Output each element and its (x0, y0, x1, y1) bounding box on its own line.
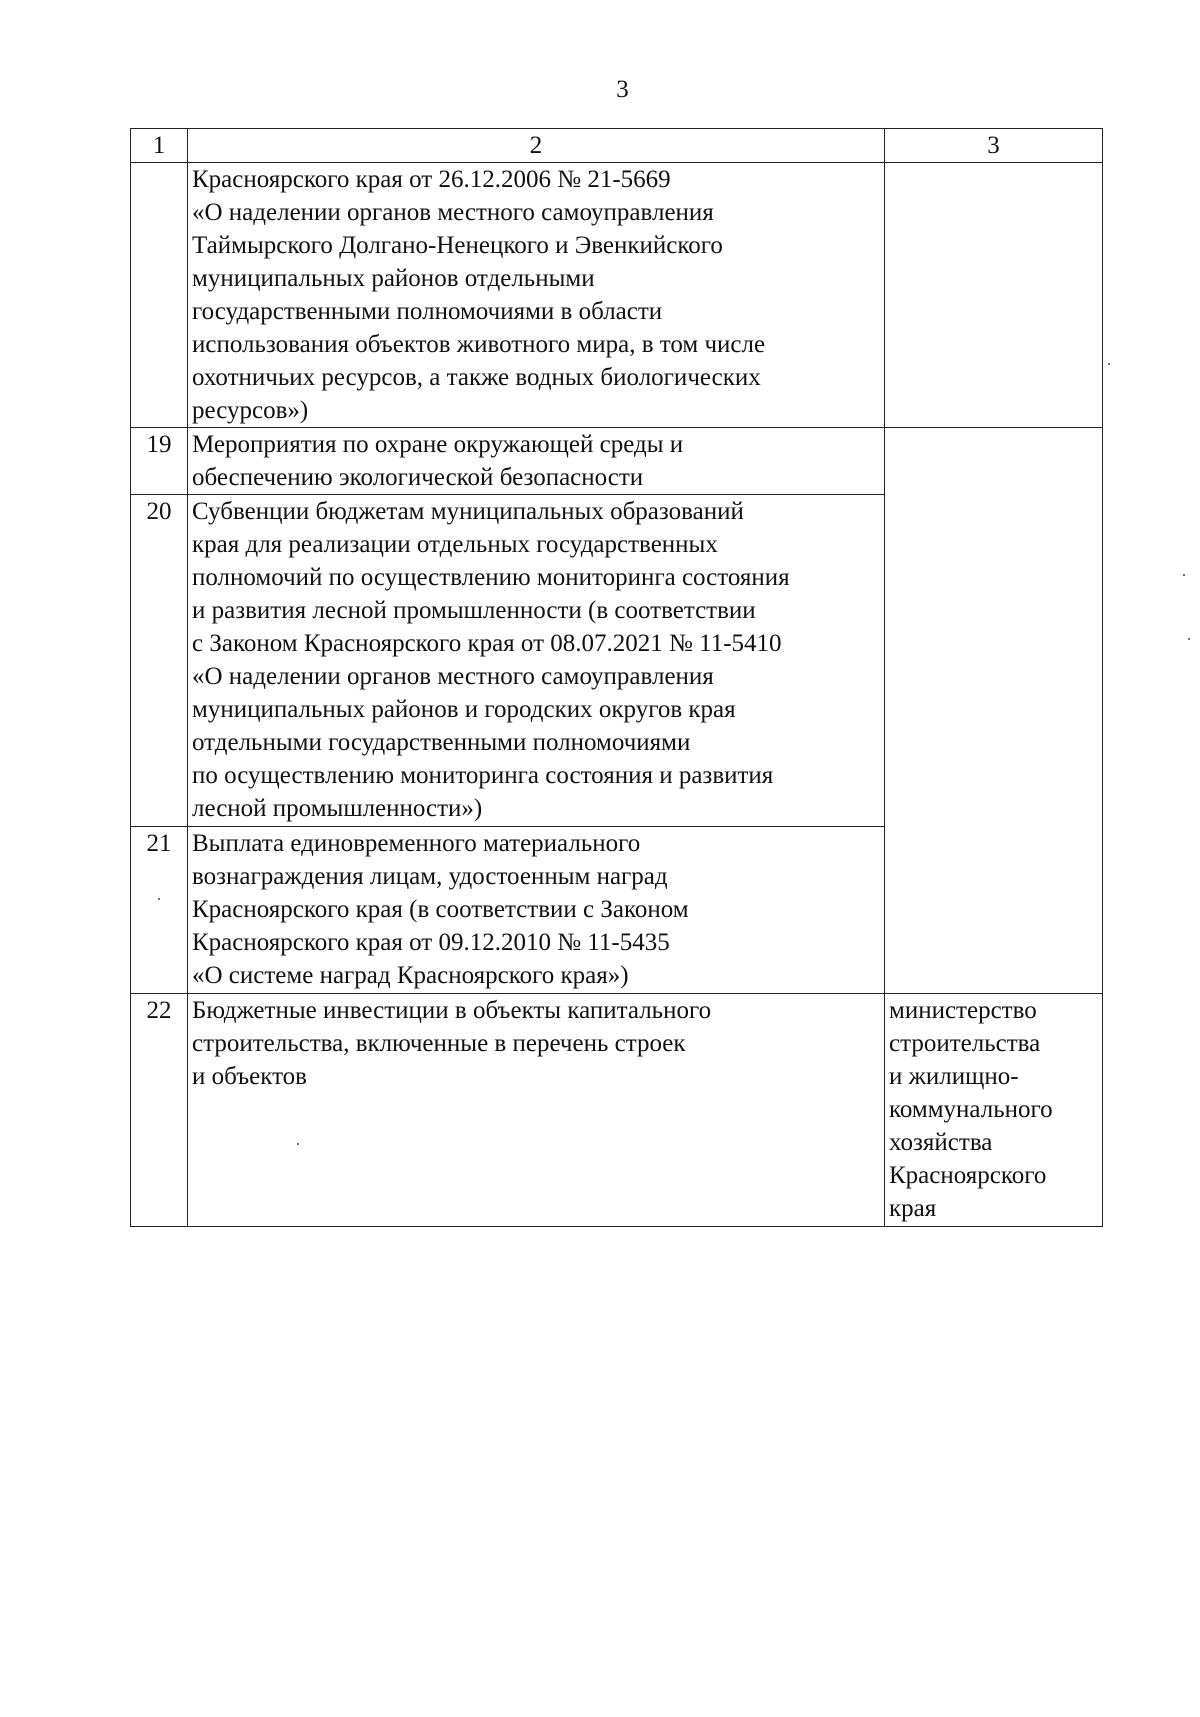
table-header-row (131, 129, 1103, 163)
row-responsible (885, 495, 1103, 827)
table-row (131, 428, 1103, 495)
row-responsible (885, 827, 1103, 994)
row-description: Бюджетные инвестиции в объекты капитального строительства, включенные в перечень строек и объектов (188, 994, 885, 1227)
scan-speck (1108, 363, 1110, 365)
scan-speck (297, 1143, 299, 1145)
row-number: 21 (131, 827, 188, 994)
row-description: Субвенции бюджетам муниципальных образований края для реализации отдельных государственных полномочий по осуществлению мониторинга состояния и развития лесной промышленности (в соответствии с Законом Красноярского края от 08.07.2021 № 11-5410 «О наделении органов местного самоуправления муниципальных районов и городских округов края отдельными государственными полномочиями по осуществлению мониторинга состояния и развития лесной промышленности») (188, 495, 885, 827)
row-number (131, 163, 188, 428)
scan-speck (158, 898, 160, 900)
scan-speck (1183, 574, 1185, 576)
row-description: Мероприятия по охране окружающей среды и обеспечению экологической безопасности (188, 428, 885, 495)
column-header-2: 2 (188, 129, 885, 163)
row-number: 20 (131, 495, 188, 827)
table-row (131, 163, 1103, 428)
column-header-1: 1 (131, 129, 188, 163)
row-number: 22 (131, 994, 188, 1227)
page-number: 3 (616, 76, 629, 103)
table-row (131, 994, 1103, 1227)
table-row (131, 827, 1103, 994)
scan-speck (1188, 638, 1190, 640)
column-header-3: 3 (885, 129, 1103, 163)
table-row (131, 495, 1103, 827)
row-responsible (885, 428, 1103, 495)
row-description: Красноярского края от 26.12.2006 № 21-5669 «О наделении органов местного самоуправления Таймырского Долгано-Ненецкого и Эвенкийского муниципальных районов отдельными государственными полномочиями в области использования объектов животного мира, в том числе охотничьих ресурсов, а также водных биологических ресурсов») (188, 163, 885, 428)
row-responsible (885, 163, 1103, 428)
row-description: Выплата единовременного материального вознаграждения лицам, удостоенным наград Красноярского края (в соответствии с Законом Красноярского края от 09.12.2010 № 11-5435 «О системе наград Красноярского края») (188, 827, 885, 994)
budget-table (130, 128, 1103, 1227)
row-responsible: министерство строительства и жилищно- коммунального хозяйства Красноярского края (885, 994, 1103, 1227)
row-number: 19 (131, 428, 188, 495)
